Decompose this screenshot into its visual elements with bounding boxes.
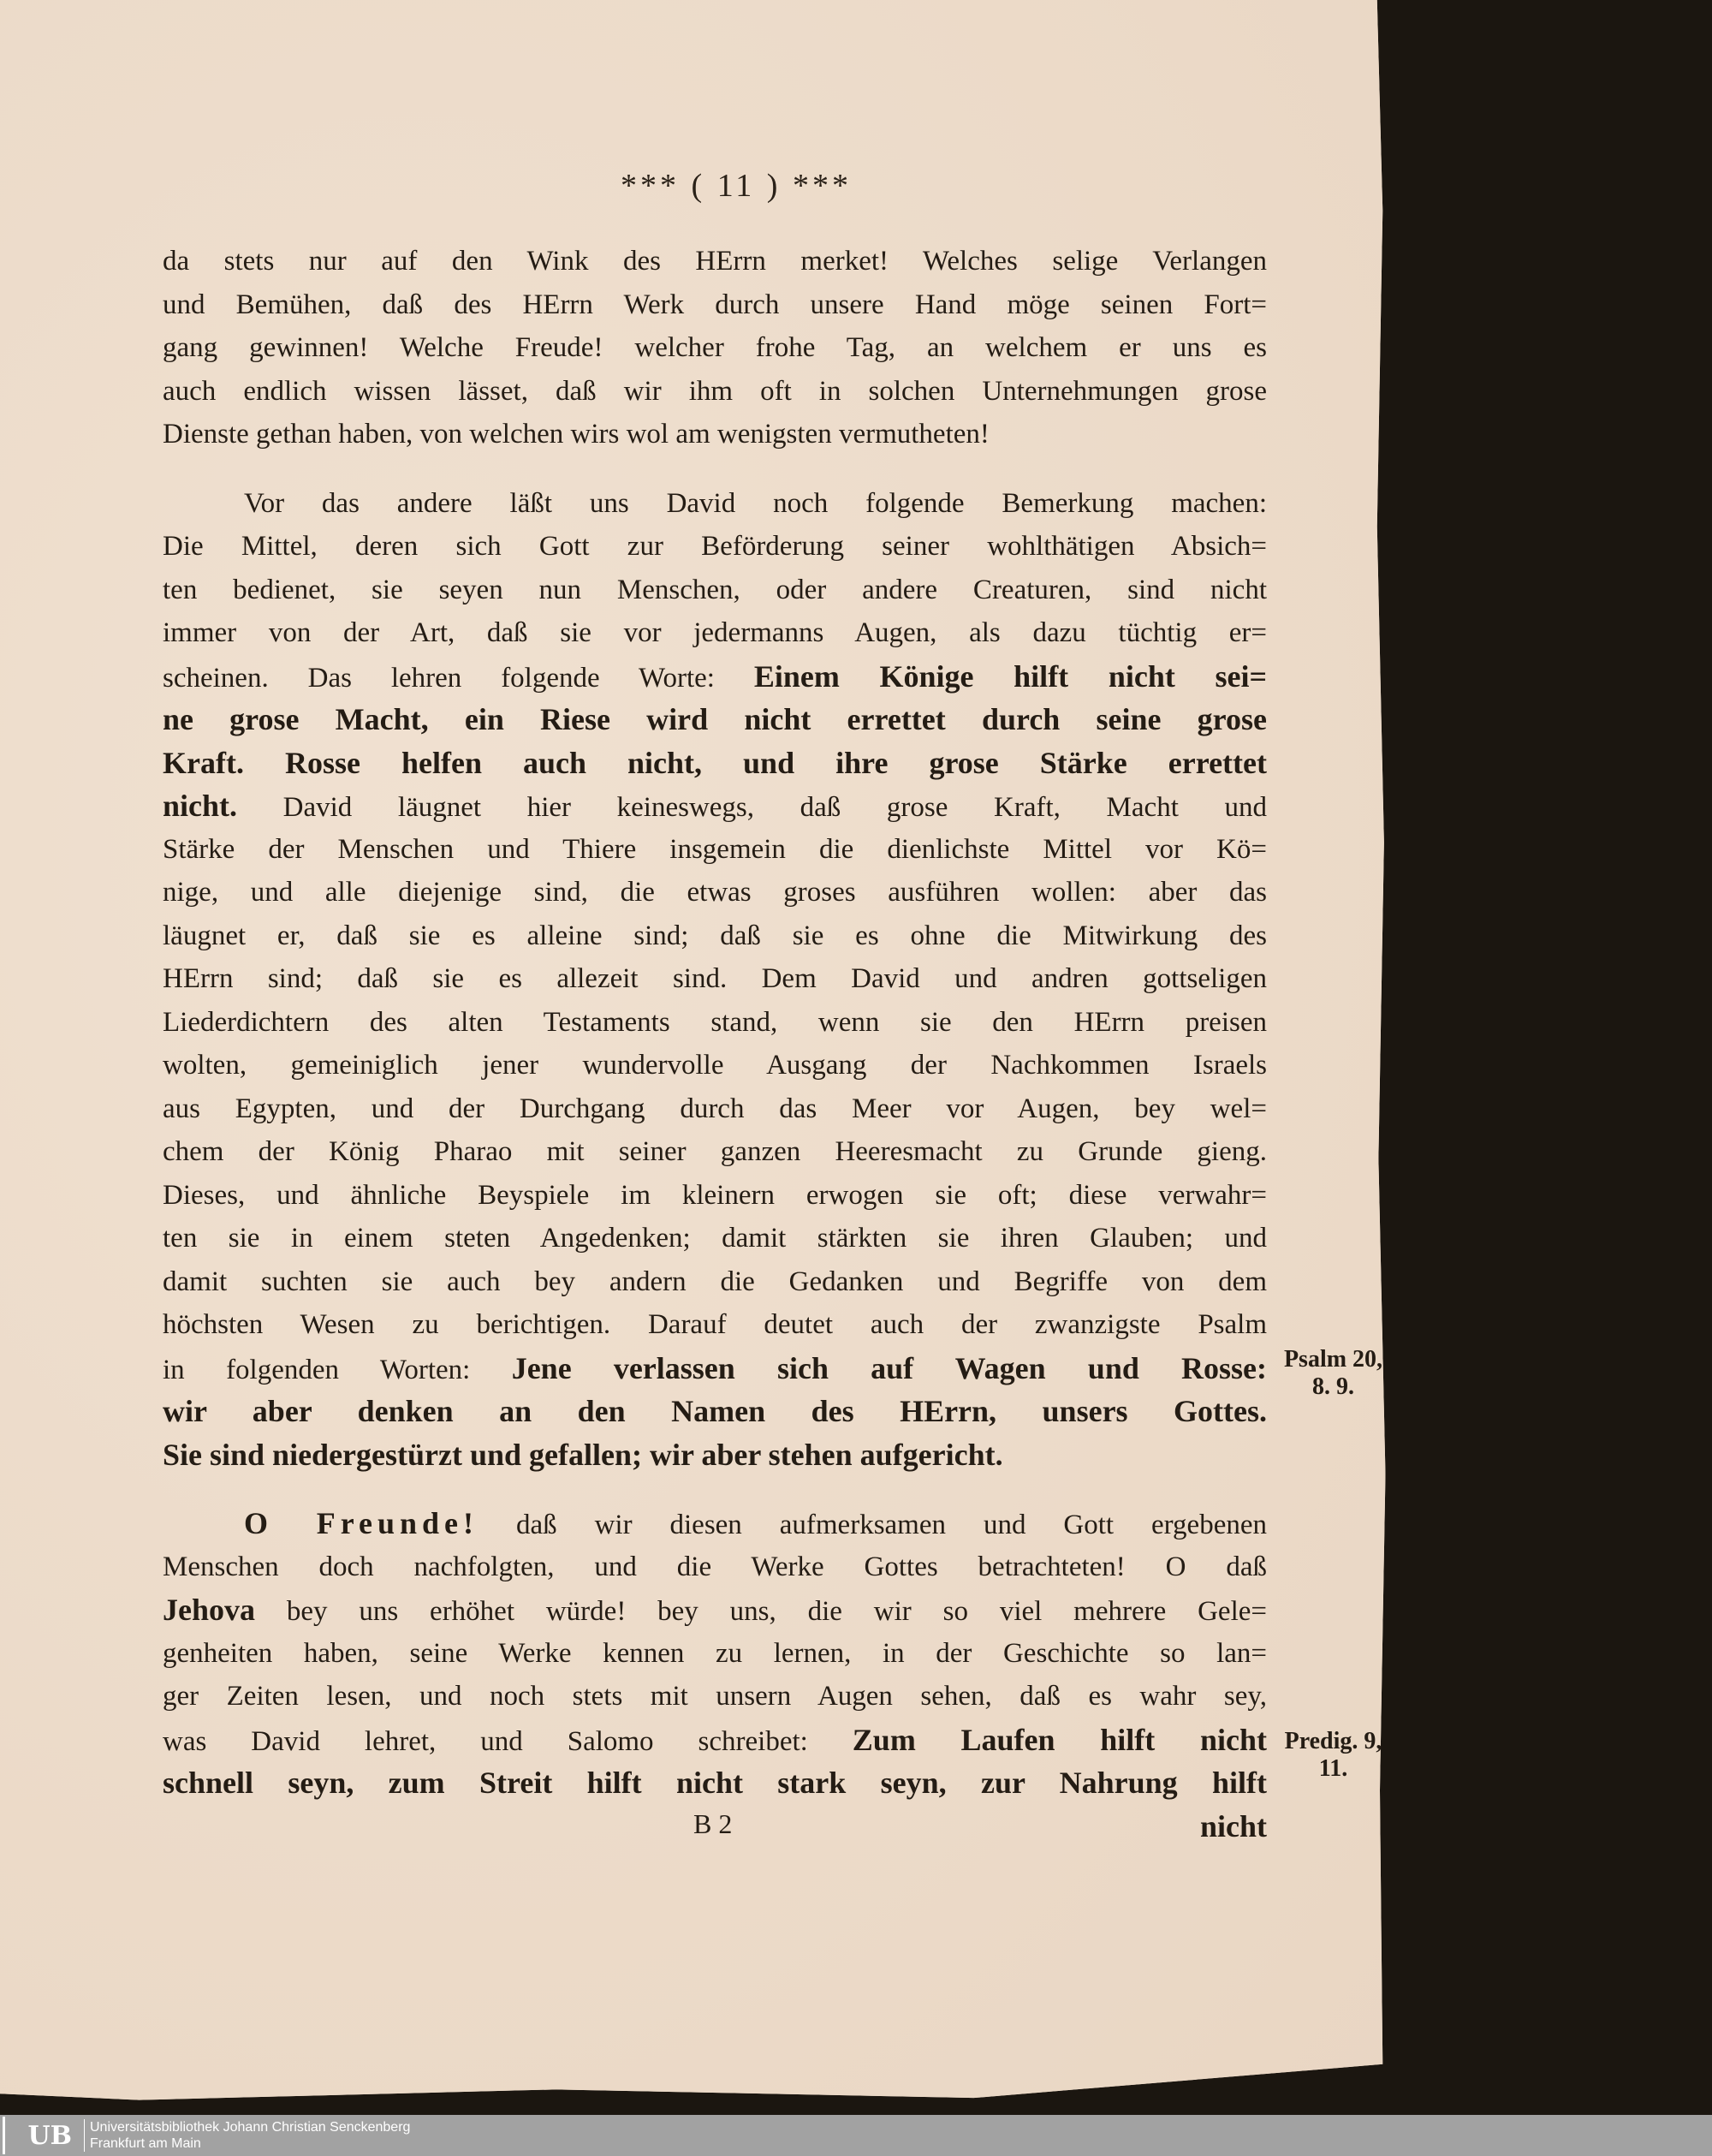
text-segment: daß wir diesen aufmerksamen und Gott ergebenen [479, 1510, 1267, 1540]
emphasized-text: ne grose Macht, ein Riese wird nicht errettet durch seine grose [163, 702, 1267, 736]
page-body-text [163, 240, 1267, 1848]
signature-mark: B 2 [693, 1808, 733, 1839]
text-segment: ger Zeiten lesen, und noch stets mit unsern Augen sehen, daß es wahr sey, [163, 1681, 1267, 1712]
text-segment: Menschen doch nachfolgten, und die Werke Gottes betrachteten! O daß [163, 1551, 1267, 1582]
ub-logo: UB [3, 2117, 75, 2154]
text-segment: da stets nur auf den Wink des HErrn merket! Welches selige Verlangen [163, 246, 1267, 277]
emphasized-text: Sie sind niedergestürzt und gefallen; wir aber stehen aufgericht. [163, 1437, 1003, 1472]
text-segment: höchsten Wesen zu berichtigen. Darauf deutet auch der zwanzigste Psalm [163, 1309, 1267, 1340]
footer-library-name: Universitätsbibliothek Johann Christian Senckenberg [90, 2120, 411, 2135]
text-segment: HErrn sind; daß sie es allezeit sind. Dem David und andren gottseligen [163, 963, 1267, 994]
margin-note-psalm [1280, 1346, 1387, 1401]
text-line [163, 482, 1267, 526]
margin-note-line: 8. 9. [1312, 1373, 1354, 1400]
text-line [163, 828, 1267, 872]
text-line [163, 326, 1267, 370]
paragraph-gap [163, 456, 1267, 482]
emphasized-text: Jene verlassen sich auf Wagen und Rosse: [511, 1350, 1267, 1385]
text-line [163, 1390, 1267, 1433]
text-segment: wolten, gemeiniglich jener wundervolle Ausgang der Nachkommen Israels [163, 1050, 1267, 1081]
text-line [163, 1761, 1267, 1805]
text-segment: und Bemühen, daß des HErrn Werk durch unsere Hand möge seinen Fort= [163, 289, 1267, 320]
text-line [163, 957, 1267, 1001]
text-segment: läugnet er, daß sie es alleine sind; daß sie es ohne die Mitwirkung des [163, 920, 1267, 951]
emphasized-text: nicht [1199, 1808, 1267, 1843]
text-line [163, 611, 1267, 655]
text-line [163, 1130, 1267, 1174]
text-segment: Dieses, und ähnliche Beyspiele im kleinern erwogen sie oft; diese verwahr= [163, 1179, 1267, 1211]
text-line [163, 655, 1267, 699]
library-footer [0, 2115, 1712, 2156]
text-segment: gang gewinnen! Welche Freude! welcher frohe Tag, an welchem er uns es [163, 332, 1267, 363]
emphasized-text: Jehova [163, 1593, 255, 1627]
text-line [1019, 1805, 1267, 1849]
text-line [163, 283, 1267, 327]
text-line [163, 525, 1267, 569]
text-line [163, 741, 1267, 785]
text-segment: aus Egypten, und der Durchgang durch das Meer vor Augen, bey wel= [163, 1093, 1267, 1124]
text-line [163, 1260, 1267, 1304]
emphasized-text: Kraft. Rosse helfen auch nicht, und ihre grose Stärke errettet [163, 745, 1267, 780]
text-segment: auch endlich wissen lässet, daß wir ihm oft in solchen Unternehmungen grose [163, 375, 1267, 407]
emphasized-text: nicht. [163, 789, 238, 823]
text-segment: bey uns erhöhet würde! bey uns, die wir so viel mehrere Gele= [255, 1596, 1267, 1627]
margin-note-line: 11. [1318, 1755, 1348, 1782]
text-line [163, 1675, 1267, 1718]
text-segment: chem der König Pharao mit seiner ganzen Heeresmacht zu Grunde gieng. [163, 1136, 1267, 1167]
text-line [163, 1174, 1267, 1218]
margin-note-line: Psalm 20, [1283, 1346, 1383, 1373]
text-line [163, 1433, 1267, 1477]
text-line [163, 1303, 1267, 1347]
text-line [163, 1546, 1267, 1589]
text-line [163, 1347, 1267, 1391]
text-line [163, 1001, 1267, 1045]
text-segment: genheiten haben, seine Werke kennen zu lernen, in der Geschichte so lan= [163, 1637, 1267, 1669]
emphasized-text: schnell seyn, zum Streit hilft nicht stark seyn, zur Nahrung hilft [163, 1766, 1267, 1800]
text-line [163, 784, 1267, 828]
text-line [163, 240, 1267, 283]
text-segment: was David lehret, und Salomo schreibet: [163, 1725, 853, 1757]
emphasized-text: wir aber denken an den Namen des HErrn, unsers Gottes. [163, 1394, 1267, 1428]
text-segment: Stärke der Menschen und Thiere insgemein die dienlichste Mittel vor Kö= [163, 833, 1267, 865]
text-segment: scheinen. Das lehren folgende Worte: [163, 662, 754, 694]
text-line [163, 1502, 1267, 1546]
text-segment: ten sie in einem steten Angedenken; damit stärkten sie ihren Glauben; und [163, 1223, 1267, 1254]
paragraph-gap [163, 1476, 1267, 1502]
text-segment: David läugnet hier keineswegs, daß grose Kraft, Macht und [237, 792, 1267, 823]
text-segment: Die Mittel, deren sich Gott zur Beförderung seiner wohlthätigen Absich= [163, 531, 1267, 562]
emphasized-text: O Freunde! [244, 1506, 479, 1540]
text-line [163, 1044, 1267, 1087]
text-line [163, 871, 1267, 914]
emphasized-text: Einem Könige hilft nicht sei= [753, 658, 1267, 694]
text-segment: in folgenden Worten: [163, 1354, 512, 1385]
text-line [163, 914, 1267, 958]
text-line [163, 1632, 1267, 1676]
text-line [163, 569, 1267, 612]
margin-note-predig [1280, 1728, 1387, 1783]
text-line [163, 698, 1267, 741]
text-line [163, 413, 1267, 456]
text-segment: damit suchten sie auch bey andern die Gedanken und Begriffe von dem [163, 1266, 1267, 1297]
footer-text [84, 2119, 410, 2152]
text-segment: immer von der Art, daß sie vor jedermanns Augen, als dazu tüchtig er= [163, 617, 1267, 648]
footer-location: Frankfurt am Main [90, 2136, 201, 2151]
text-segment: nige, und alle diejenige sind, die etwas groses ausführen wollen: aber das [163, 877, 1267, 908]
text-line [163, 1588, 1267, 1632]
page-number-header: *** ( 11 ) *** [621, 168, 852, 204]
text-segment: Liederdichtern des alten Testaments stand, wenn sie den HErrn preisen [163, 1006, 1267, 1038]
text-line [163, 1718, 1267, 1762]
emphasized-text: Zum Laufen hilft nicht [852, 1722, 1267, 1757]
text-line [163, 370, 1267, 414]
margin-note-line: Predig. 9, [1284, 1728, 1382, 1754]
text-line [163, 1087, 1267, 1131]
text-segment: ten bedienet, sie seyen nun Menschen, oder andere Creaturen, sind nicht [163, 574, 1267, 605]
text-segment: Vor das andere läßt uns David noch folgende Bemerkung machen: [244, 487, 1267, 519]
text-segment: Dienste gethan haben, von welchen wirs wol am wenigsten vermutheten! [163, 419, 990, 450]
text-line [163, 1217, 1267, 1260]
